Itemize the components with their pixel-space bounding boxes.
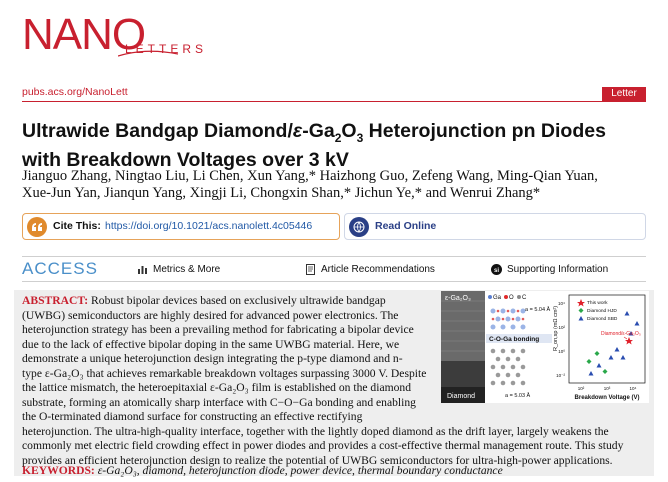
o-atom-icon	[504, 295, 508, 299]
abstract-line: provides an efficient heterojunction design to realize the potential of UWBG semiconductors for ultra-high-power applications.	[22, 453, 613, 467]
access-label: ACCESS	[22, 259, 98, 278]
ga-atom-icon	[488, 295, 492, 299]
svg-text:Breakdown Voltage (V): Breakdown Voltage (V)	[574, 395, 640, 401]
abstract-line: demonstrate a unique heterojunction design integrating the p-type diamond and n-	[22, 352, 403, 365]
tem-label: ε-Ga₂O₃	[445, 295, 471, 302]
header-divider	[22, 101, 646, 102]
abstract-line: type ε-Ga₂O₃ that achieves remarkable breakdown voltages surpassing 3000 V. Despite	[22, 366, 427, 380]
journal-url[interactable]: pubs.acs.org/NanoLett	[22, 86, 128, 98]
svg-text:This work: This work	[587, 301, 608, 306]
svg-text:Diamond HJD: Diamond HJD	[587, 309, 617, 314]
svg-text:10²: 10²	[558, 325, 565, 330]
svg-text:10²: 10²	[577, 386, 585, 391]
bar-chart-icon	[137, 264, 148, 275]
abstract-line: commonly met electric field crowding effect in power diodes and provides a cost-effective thermal management route. This study	[22, 439, 624, 452]
svg-text:R_on,sp (mΩ cm²): R_on,sp (mΩ cm²)	[553, 305, 559, 351]
document-icon	[305, 264, 316, 275]
si-icon	[491, 264, 502, 275]
abstract-line: heterojunction. The ultra-high-quality interface, together with the lightly doped diamond as the drift layer, largely weakens the	[22, 424, 609, 438]
logo-main-text: NANO	[22, 10, 146, 59]
access-bar: ACCESS Metrics & More Article Recommendations si Supporting Information	[22, 256, 646, 282]
svg-text:10⁴: 10⁴	[629, 386, 637, 391]
c-atom-icon	[517, 295, 521, 299]
author-line-2: Xue-Jun Yan, Jianqun Yang, Xingji Li, Chongxin Shan,* Jichun Ye,* and Wenrui Zhang*	[22, 185, 541, 201]
bond-label: C-O-Ga bonding	[489, 336, 540, 343]
svg-text:O: O	[509, 295, 514, 301]
read-online-box[interactable]	[344, 213, 646, 240]
globe-icon	[349, 217, 369, 237]
journal-logo	[22, 12, 322, 58]
svg-text:C: C	[522, 295, 527, 301]
svg-text:Diamond SBD: Diamond SBD	[587, 317, 618, 322]
article-title: Ultrawide Bandgap Diamond/$\varepsilon-Ga_2O_3$ Heterojunction pn Diodes with Breakdown Voltages over 3 kV	[22, 120, 606, 171]
svg-text:10⁻²: 10⁻²	[556, 373, 565, 378]
svg-text:10³: 10³	[603, 386, 611, 391]
doi-link[interactable]: https://doi.org/10.1021/acs.nanolett.4c05446	[105, 220, 313, 232]
abstract-line: heterojunction strategy has been a prevailing method for fabricating a bipolar device	[22, 323, 414, 336]
author-line-1: Jianguo Zhang, Ningtao Liu, Li Chen, Xun Yang,* Haizhong Guo, Zefeng Wang, Ming-Qian Yuan,	[22, 168, 598, 184]
abstract-line: substrate, forming an atomically sharp interface with C−O−Ga bonding and enabling	[22, 395, 416, 409]
abstract-line: due to the lack of effective bipolar doping in the same UWBG material. Here, we	[22, 337, 400, 351]
svg-text:a = 5.04 Å: a = 5.04 Å	[525, 307, 551, 313]
abstract-line: ABSTRACT: Robust bipolar devices based on exclusively ultrawide bandgap	[22, 294, 386, 307]
article-type-badge: Letter	[602, 87, 646, 101]
svg-text:10⁰: 10⁰	[558, 349, 565, 354]
read-online-label: Read Online	[375, 220, 437, 232]
keywords: KEYWORDS: ε-Ga₂O₃, diamond, heterojunction diode, power device, thermal boundary conductance	[22, 464, 503, 477]
benchmark-plot	[553, 295, 645, 401]
cite-label: Cite This:	[53, 220, 101, 232]
tem-bottom-label: Diamond	[447, 393, 476, 400]
cite-this-box[interactable]	[22, 213, 340, 240]
toc-graphic	[441, 291, 649, 403]
abstract-line: the lattice mismatch, the heteroepitaxial ε-Ga₂O₃ film is established on the diamond	[22, 381, 411, 394]
abstract-line: (UWBG) semiconductors are highly desired for advanced power electronics. The	[22, 308, 399, 322]
logo-sub-text: LETTERS	[125, 42, 208, 56]
svg-text:10⁴: 10⁴	[558, 301, 565, 306]
svg-text:a = 5.03 Å: a = 5.03 Å	[505, 393, 531, 399]
svg-text:Ga: Ga	[493, 295, 502, 301]
abstract-line: the O-terminated diamond surface for constructing an effective rectifying	[22, 410, 363, 423]
quote-icon	[27, 217, 47, 237]
author-list	[22, 168, 647, 202]
plot-annotation: Diamond/ε-Ga₂O₃	[601, 331, 641, 337]
svg-text:si: si	[493, 268, 500, 274]
